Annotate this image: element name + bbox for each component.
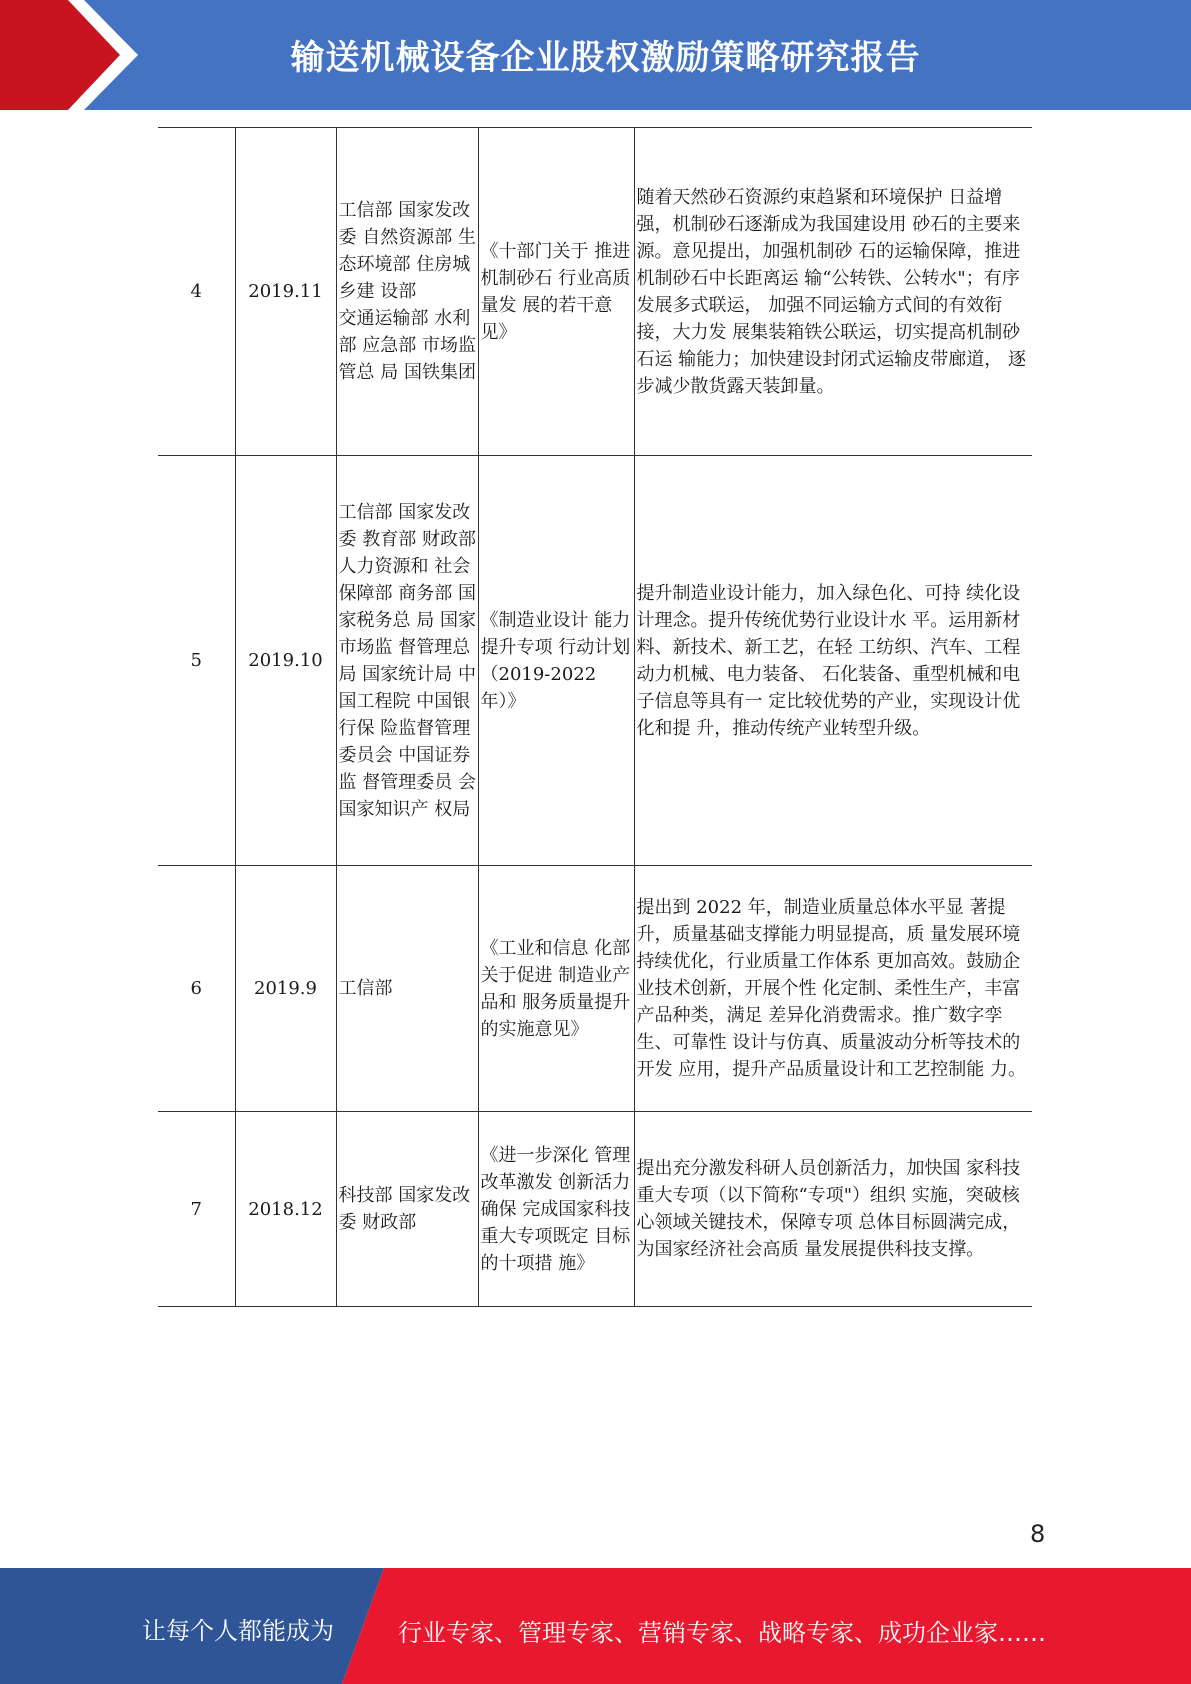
table-row	[158, 1112, 1032, 1307]
policy-content: 提升制造业设计能力，加入绿色化、可持 续化设计理念。提升传统优势行业设计水 平。运用新材料、新技术、新工艺，在轻 工纺织、汽车、工程动力机械、电力装备、 石化装备、重型机械和电子信息等具有一 定比较优势的产业，实现设计优化和提 升，推动传统产业转型升级。	[634, 456, 1032, 866]
policy-content: 提出充分激发科研人员创新活力，加快国 家科技重大专项（以下简称“专项"）组织 实施，突破核心领域关键技术，保障专项 总体目标圆满完成，为国家经济社会高质 量发展提供科技支撑。	[634, 1112, 1032, 1307]
issue-date: 2018.12	[235, 1112, 336, 1307]
policy-content: 提出到 2022 年，制造业质量总体水平显 著提升，质量基础支撑能力明显提高，质 量发展环境持续优化，行业质量工作体系 更加高效。鼓励企业技术创新，开展个性 化定制、柔性生产，丰富产品种类，满足 差异化消费需求。推广数字孪生、可靠性 设计与仿真、质量波动分析等技术的开发 应用，提升产品质量设计和工艺控制能 力。	[634, 866, 1032, 1112]
issuing-departments: 科技部 国家发改委 财政部	[336, 1112, 478, 1307]
document-title: 《进一步深化 管理改革激发 创新活力确保 完成国家科技 重大专项既定 目标的十项措 施》	[478, 1112, 634, 1307]
issue-date: 2019.11	[235, 128, 336, 456]
document-title: 《工业和信息 化部关于促进 制造业产品和 服务质量提升 的实施意见》	[478, 866, 634, 1112]
table-row	[158, 866, 1032, 1112]
header-band	[0, 0, 1191, 110]
policy-table	[158, 127, 1032, 1307]
row-number: 5	[158, 456, 235, 866]
footer-slogan-lead: 让每个人都能成为	[142, 1617, 334, 1645]
issue-date: 2019.9	[235, 866, 336, 1112]
page-number: 8	[1030, 1520, 1046, 1548]
department-line: 交通运输部 水利部 应急部 市场监管总 局 国铁集团	[338, 308, 476, 383]
policy-content: 随着天然砂石资源约束趋紧和环境保护 日益增强，机制砂石逐渐成为我国建设用 砂石的主要来源。意见提出，加强机制砂 石的运输保障，推进机制砂石中长距离运 输“公转铁、公转水"；有序发展多式联运， 加强不同运输方式间的有效衔接，大力发 展集装箱铁公联运，切实提高机制砂石运 输能力；加快建设封闭式运输皮带廊道， 逐步减少散货露天装卸量。	[634, 128, 1032, 456]
document-title: 《制造业设计 能力提升专项 行动计划 （2019-2022 年）》	[478, 456, 634, 866]
issue-date: 2019.10	[235, 456, 336, 866]
issuing-departments: 工信部 国家发改委 教育部 财政部 人力资源和 社会保障部 商务部 国家税务总 局 国家市场监 督管理总局 国家统计局 中国工程院 中国银行保 险监督管理 委员会 中国证券监 督管理委员 会 国家知识产 权局	[336, 456, 478, 866]
report-title: 输送机械设备企业股权激励策略研究报告	[290, 38, 921, 78]
table-row	[158, 128, 1032, 456]
row-number: 7	[158, 1112, 235, 1307]
footer-slogan-roles: 行业专家、管理专家、营销专家、战略专家、成功企业家……	[398, 1619, 1046, 1647]
row-number: 6	[158, 866, 235, 1112]
table-row	[158, 456, 1032, 866]
row-number: 4	[158, 128, 235, 456]
issuing-departments: 工信部	[336, 866, 478, 1112]
issuing-departments	[336, 128, 478, 456]
document-title: 《十部门关于 推进机制砂石 行业高质量发 展的若干意 见》	[478, 128, 634, 456]
department-line: 工信部 国家发改委 自然资源部 生态环境部 住房城乡建 设部	[338, 200, 476, 302]
